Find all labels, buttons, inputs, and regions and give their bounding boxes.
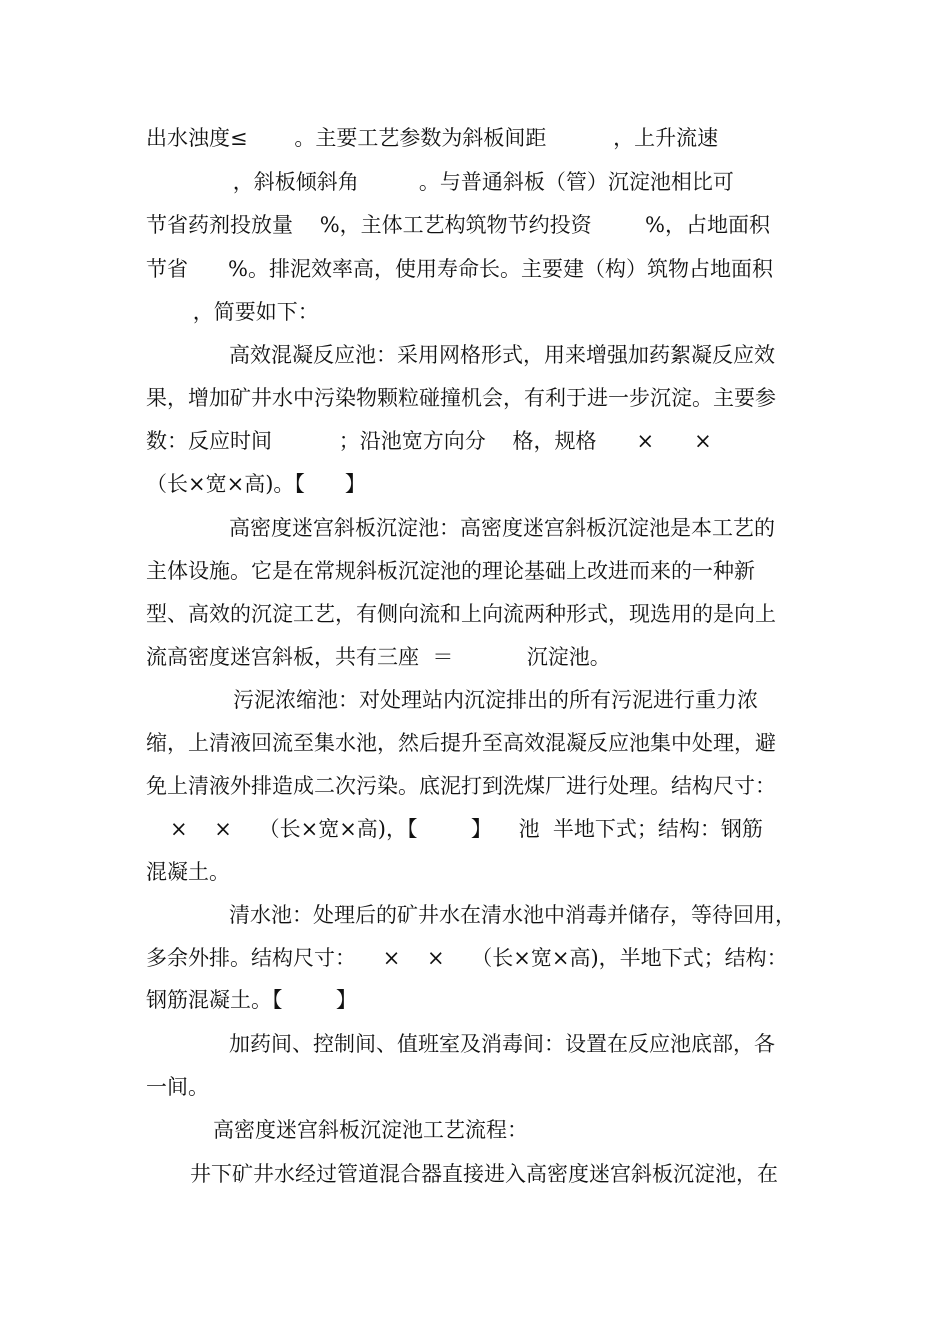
text-line-20: 多余外排。结构尺寸： × × （长×宽×高)，半地下式；结构：	[146, 946, 788, 970]
text-line-17: × × （长×宽×高)，【 】 池 半地下式；结构：钢筋	[170, 817, 763, 841]
text-line-22: 加药间、控制间、值班室及消毒间：设置在反应池底部，各	[229, 1032, 775, 1056]
text-line-19: 清水池：处理后的矿井水在清水池中消毒并储存，等待回用，	[229, 903, 796, 927]
text-line-1: 出水浊度≤ 。主要工艺参数为斜板间距 ，上升流速	[146, 126, 719, 150]
text-line-25: 井下矿井水经过管道混合器直接进入高密度迷宫斜板沉淀池，在	[190, 1162, 778, 1186]
text-line-12: 型、高效的沉淀工艺，有侧向流和上向流两种形式，现选用的是向上	[146, 602, 776, 626]
text-line-13: 流高密度迷宫斜板，共有三座 ＝ 沉淀池。	[146, 645, 611, 669]
text-line-4: 节省 %。排泥效率高，使用寿命长。主要建（构）筑物占地面积	[146, 257, 774, 281]
text-line-8: 数：反应时间 ；沿池宽方向分 格，规格 × ×	[146, 429, 712, 453]
text-line-6: 高效混凝反应池：采用网格形式，用来增强加药絮凝反应效	[229, 343, 775, 367]
text-line-7: 果，增加矿井水中污染物颗粒碰撞机会，有利于进一步沉淀。主要参	[146, 386, 776, 410]
text-line-15: 缩，上清液回流至集水池，然后提升至高效混凝反应池集中处理，避	[146, 731, 776, 755]
text-line-23: 一间。	[146, 1075, 209, 1099]
text-line-11: 主体设施。它是在常规斜板沉淀池的理论基础上改进而来的一种新	[146, 559, 755, 583]
text-line-10: 高密度迷宫斜板沉淀池：高密度迷宫斜板沉淀池是本工艺的	[229, 516, 775, 540]
text-line-24: 高密度迷宫斜板沉淀池工艺流程：	[213, 1118, 528, 1142]
text-line-16: 免上清液外排造成二次污染。底泥打到洗煤厂进行处理。结构尺寸：	[146, 774, 776, 798]
text-line-9: （长×宽×高)。【 】	[146, 472, 366, 496]
text-line-21: 钢筋混凝土。【 】	[146, 988, 357, 1012]
text-line-3: 节省药剂投放量 %，主体工艺构筑物节约投资 %，占地面积	[146, 213, 771, 237]
text-line-14: 污泥浓缩池：对处理站内沉淀排出的所有污泥进行重力浓	[233, 688, 758, 712]
text-line-5: ，简要如下：	[146, 300, 319, 324]
text-line-18: 混凝土。	[146, 860, 230, 884]
text-line-2: ，斜板倾斜角 。与普通斜板（管）沉淀池相比可	[146, 170, 734, 194]
